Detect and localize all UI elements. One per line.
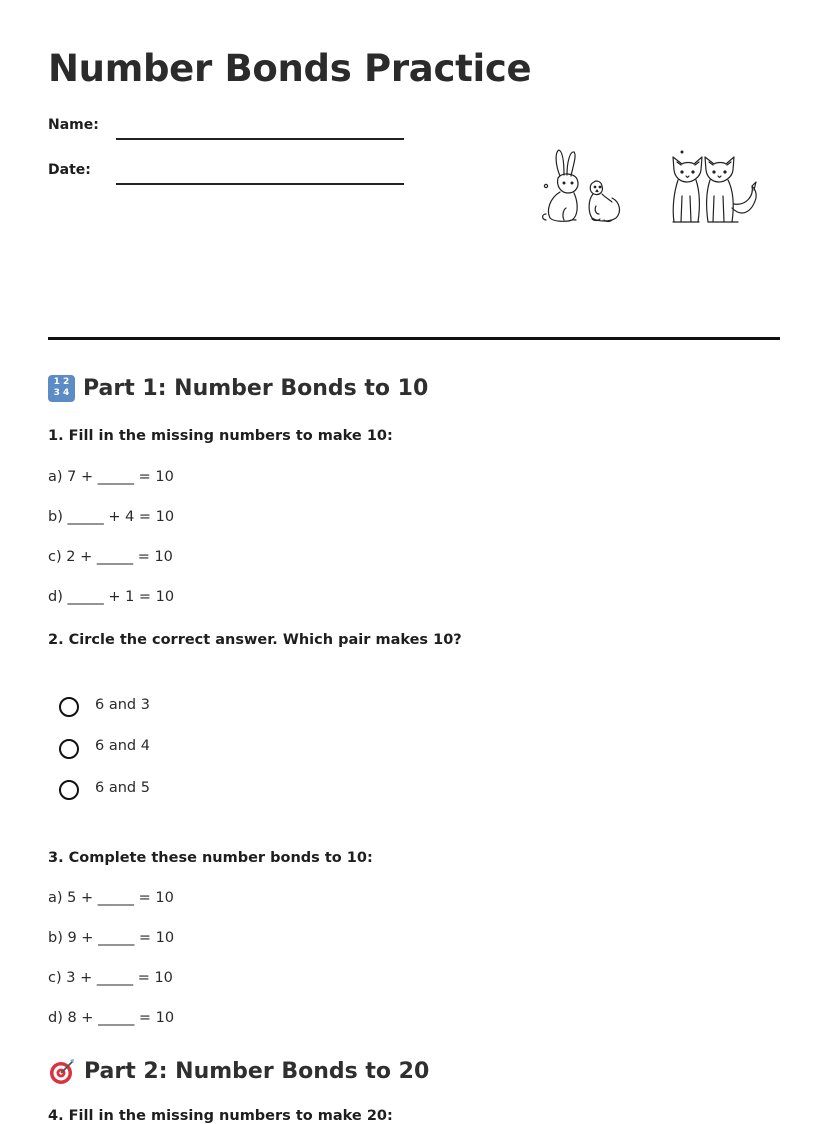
q3-item-c: c) 3 + _____ = 10 (48, 970, 173, 986)
two-foxes-illustration (668, 148, 760, 226)
q3-item-b: b) 9 + _____ = 10 (48, 930, 175, 946)
page-title: Number Bonds Practice (48, 47, 532, 90)
input-numbers-icon: 1 2 3 4 (48, 375, 75, 402)
q2-option-radio-2[interactable] (59, 739, 79, 759)
part1-header (48, 375, 428, 402)
date-label: Date: (48, 162, 91, 178)
q1-item-c: c) 2 + _____ = 10 (48, 549, 173, 565)
part2-heading: Part 2: Number Bonds to 20 (84, 1058, 430, 1084)
q3-title: 3. Complete these number bonds to 10: (48, 850, 373, 866)
q2-option-label-1: 6 and 3 (95, 697, 150, 713)
name-label: Name: (48, 117, 99, 133)
section-divider (48, 337, 780, 340)
q4-title: 4. Fill in the missing numbers to make 20: (48, 1108, 393, 1124)
q1-item-a: a) 7 + _____ = 10 (48, 469, 174, 485)
q2-title: 2. Circle the correct answer. Which pair makes 10? (48, 632, 462, 648)
q2-option-label-3: 6 and 5 (95, 780, 150, 796)
q2-option-radio-3[interactable] (59, 780, 79, 800)
q2-option-label-2: 6 and 4 (95, 738, 150, 754)
q1-title: 1. Fill in the missing numbers to make 10: (48, 428, 393, 444)
bunny-and-chick-illustration (536, 146, 628, 226)
q3-item-d: d) 8 + _____ = 10 (48, 1010, 175, 1026)
q1-item-d: d) _____ + 1 = 10 (48, 589, 175, 605)
q2-option-radio-1[interactable] (59, 697, 79, 717)
date-line[interactable] (116, 183, 404, 185)
q3-item-a: a) 5 + _____ = 10 (48, 890, 174, 906)
q1-item-b: b) _____ + 4 = 10 (48, 509, 175, 525)
part2-header (48, 1057, 429, 1085)
part1-heading: Part 1: Number Bonds to 10 (83, 376, 429, 401)
target-icon (48, 1057, 76, 1085)
name-line[interactable] (116, 138, 404, 140)
